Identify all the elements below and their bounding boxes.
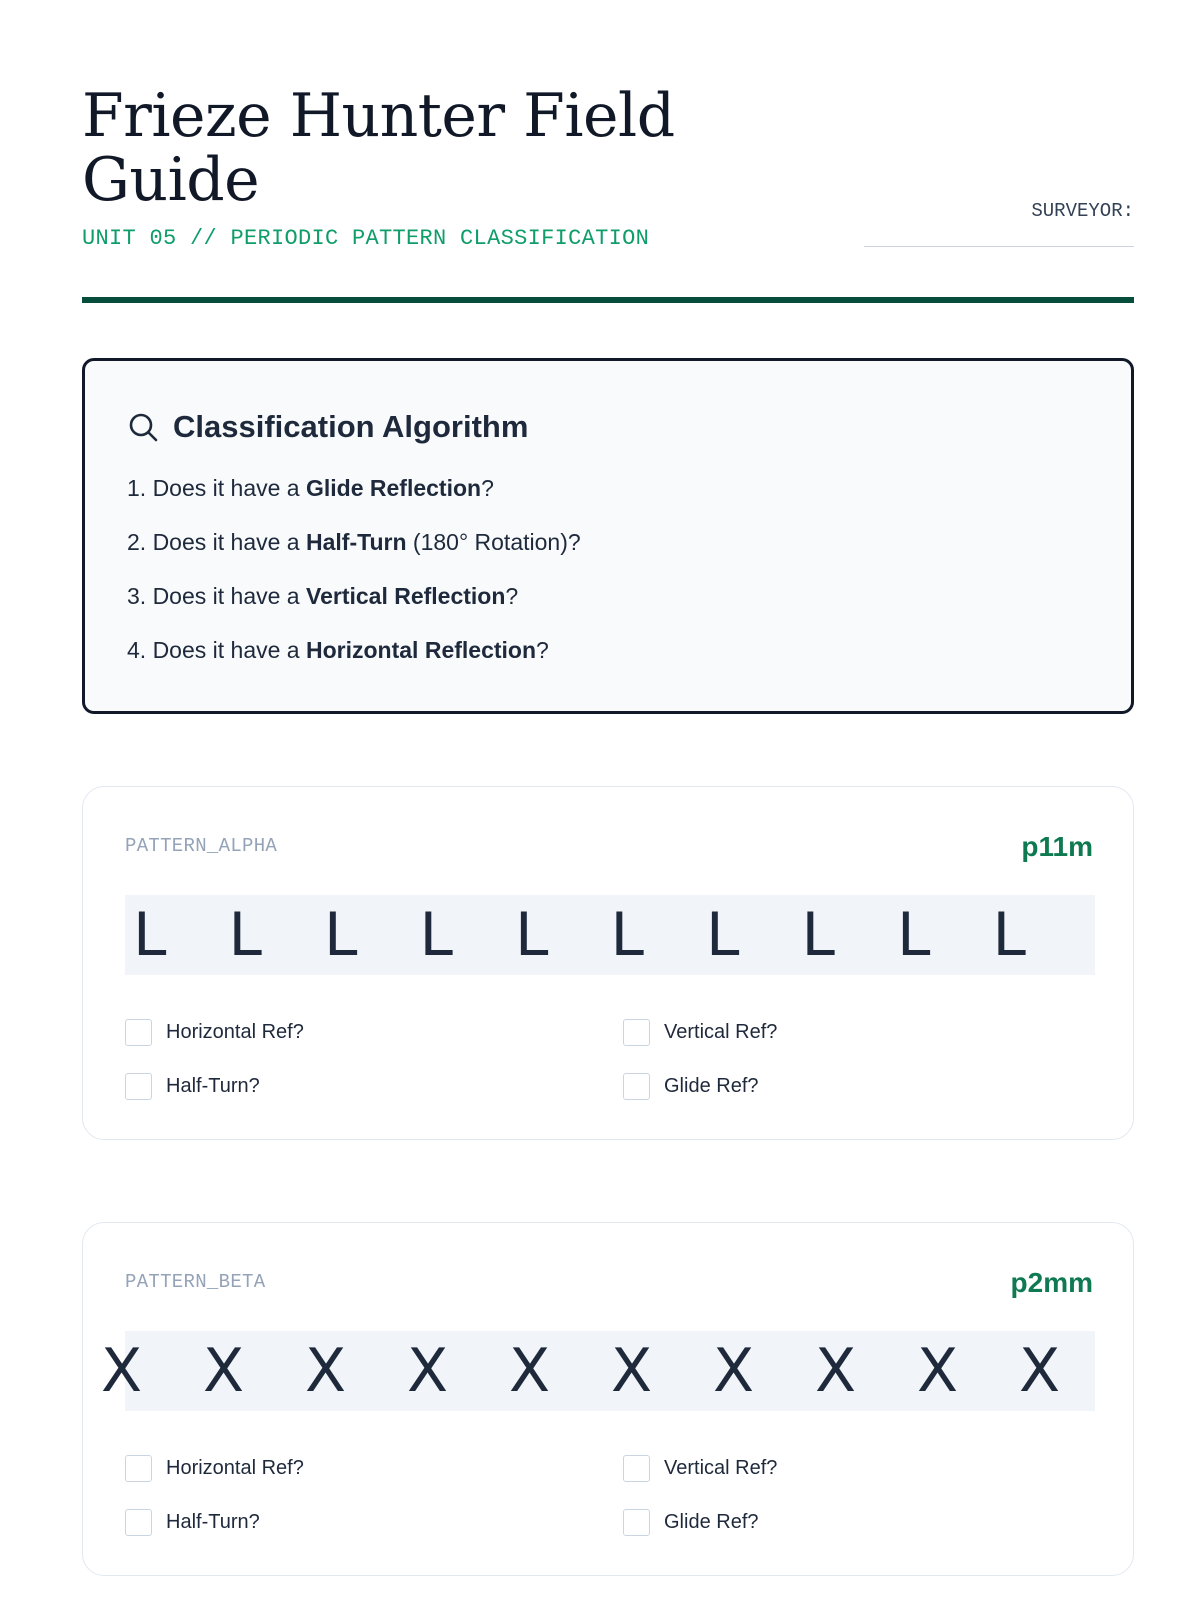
motif-glyph: X	[407, 1336, 449, 1406]
checkbox[interactable]	[125, 1455, 152, 1482]
checkbox-label: Half-Turn?	[166, 1510, 260, 1533]
motif-glyph: X	[917, 1336, 959, 1406]
motif-glyph: L	[419, 900, 453, 970]
step-term: Vertical Reflection	[306, 583, 506, 609]
checkbox-label: Vertical Ref?	[664, 1456, 778, 1479]
checkbox[interactable]	[623, 1509, 650, 1536]
algorithm-step: 2. Does it have a Half-Turn (180° Rotation)?	[127, 529, 581, 555]
algorithm-step: 1. Does it have a Glide Reflection?	[127, 475, 494, 501]
motif-glyph: L	[897, 900, 931, 970]
page-title: Frieze Hunter Field Guide	[82, 81, 675, 215]
checkbox-glide-ref[interactable]	[623, 1508, 759, 1536]
motif-glyph: X	[305, 1336, 347, 1406]
checkbox[interactable]	[623, 1019, 650, 1046]
checkbox-horizontal-ref[interactable]	[125, 1454, 304, 1482]
checkbox-label: Horizontal Ref?	[166, 1456, 304, 1479]
surveyor-label: SURVEYOR:	[1031, 200, 1134, 222]
algorithm-title: Classification Algorithm	[173, 409, 529, 444]
motif-glyph: X	[1019, 1336, 1061, 1406]
surveyor-input-line[interactable]	[864, 246, 1134, 247]
motif-glyph: X	[203, 1336, 245, 1406]
checkbox[interactable]	[623, 1455, 650, 1482]
checkbox[interactable]	[125, 1073, 152, 1100]
motif-glyph: L	[515, 900, 549, 970]
motif-glyph: X	[713, 1336, 755, 1406]
checkbox-label: Vertical Ref?	[664, 1020, 778, 1043]
search-icon	[127, 411, 159, 443]
checkbox-label: Glide Ref?	[664, 1074, 759, 1097]
checkbox-vertical-ref[interactable]	[623, 1018, 777, 1046]
checkbox-label: Glide Ref?	[664, 1510, 759, 1533]
motif-glyph: L	[992, 900, 1026, 970]
pattern-card-alpha	[82, 786, 1134, 1140]
motif-glyph: L	[801, 900, 835, 970]
motif-glyph: L	[610, 900, 644, 970]
motif-glyph: X	[509, 1336, 551, 1406]
header-divider	[82, 297, 1134, 303]
pattern-group-answer: p11m	[1021, 831, 1093, 862]
page-subtitle: UNIT 05 // PERIODIC PATTERN CLASSIFICATION	[82, 226, 650, 251]
checkbox-vertical-ref[interactable]	[623, 1454, 777, 1482]
pattern-label: PATTERN_ALPHA	[125, 835, 278, 857]
motif-glyph: X	[101, 1336, 143, 1406]
checkbox-label: Horizontal Ref?	[166, 1020, 304, 1043]
motif-glyph: L	[133, 900, 167, 970]
motif-glyph: X	[611, 1336, 653, 1406]
checkbox[interactable]	[623, 1073, 650, 1100]
step-term: Glide Reflection	[306, 475, 482, 501]
motif-glyph: L	[324, 900, 358, 970]
checkbox-half-turn[interactable]	[125, 1508, 260, 1536]
checkbox[interactable]	[125, 1019, 152, 1046]
motif-glyph: X	[815, 1336, 857, 1406]
checkbox-half-turn[interactable]	[125, 1072, 260, 1100]
pattern-label: PATTERN_BETA	[125, 1271, 266, 1293]
checkbox-label: Half-Turn?	[166, 1074, 260, 1097]
algorithm-step: 4. Does it have a Horizontal Reflection?	[127, 637, 549, 663]
frieze-strip	[125, 895, 1095, 975]
frieze-strip	[101, 1331, 1095, 1411]
checkbox[interactable]	[125, 1509, 152, 1536]
motif-glyph: L	[706, 900, 740, 970]
motif-glyph: L	[228, 900, 262, 970]
pattern-card-beta	[82, 1222, 1134, 1576]
checkbox-glide-ref[interactable]	[623, 1072, 759, 1100]
step-term: Horizontal Reflection	[306, 637, 537, 663]
classification-algorithm-box	[82, 358, 1134, 714]
algorithm-step: 3. Does it have a Vertical Reflection?	[127, 583, 519, 609]
step-term: Half-Turn	[306, 529, 407, 555]
checkbox-horizontal-ref[interactable]	[125, 1018, 304, 1046]
pattern-group-answer: p2mm	[1010, 1267, 1093, 1298]
